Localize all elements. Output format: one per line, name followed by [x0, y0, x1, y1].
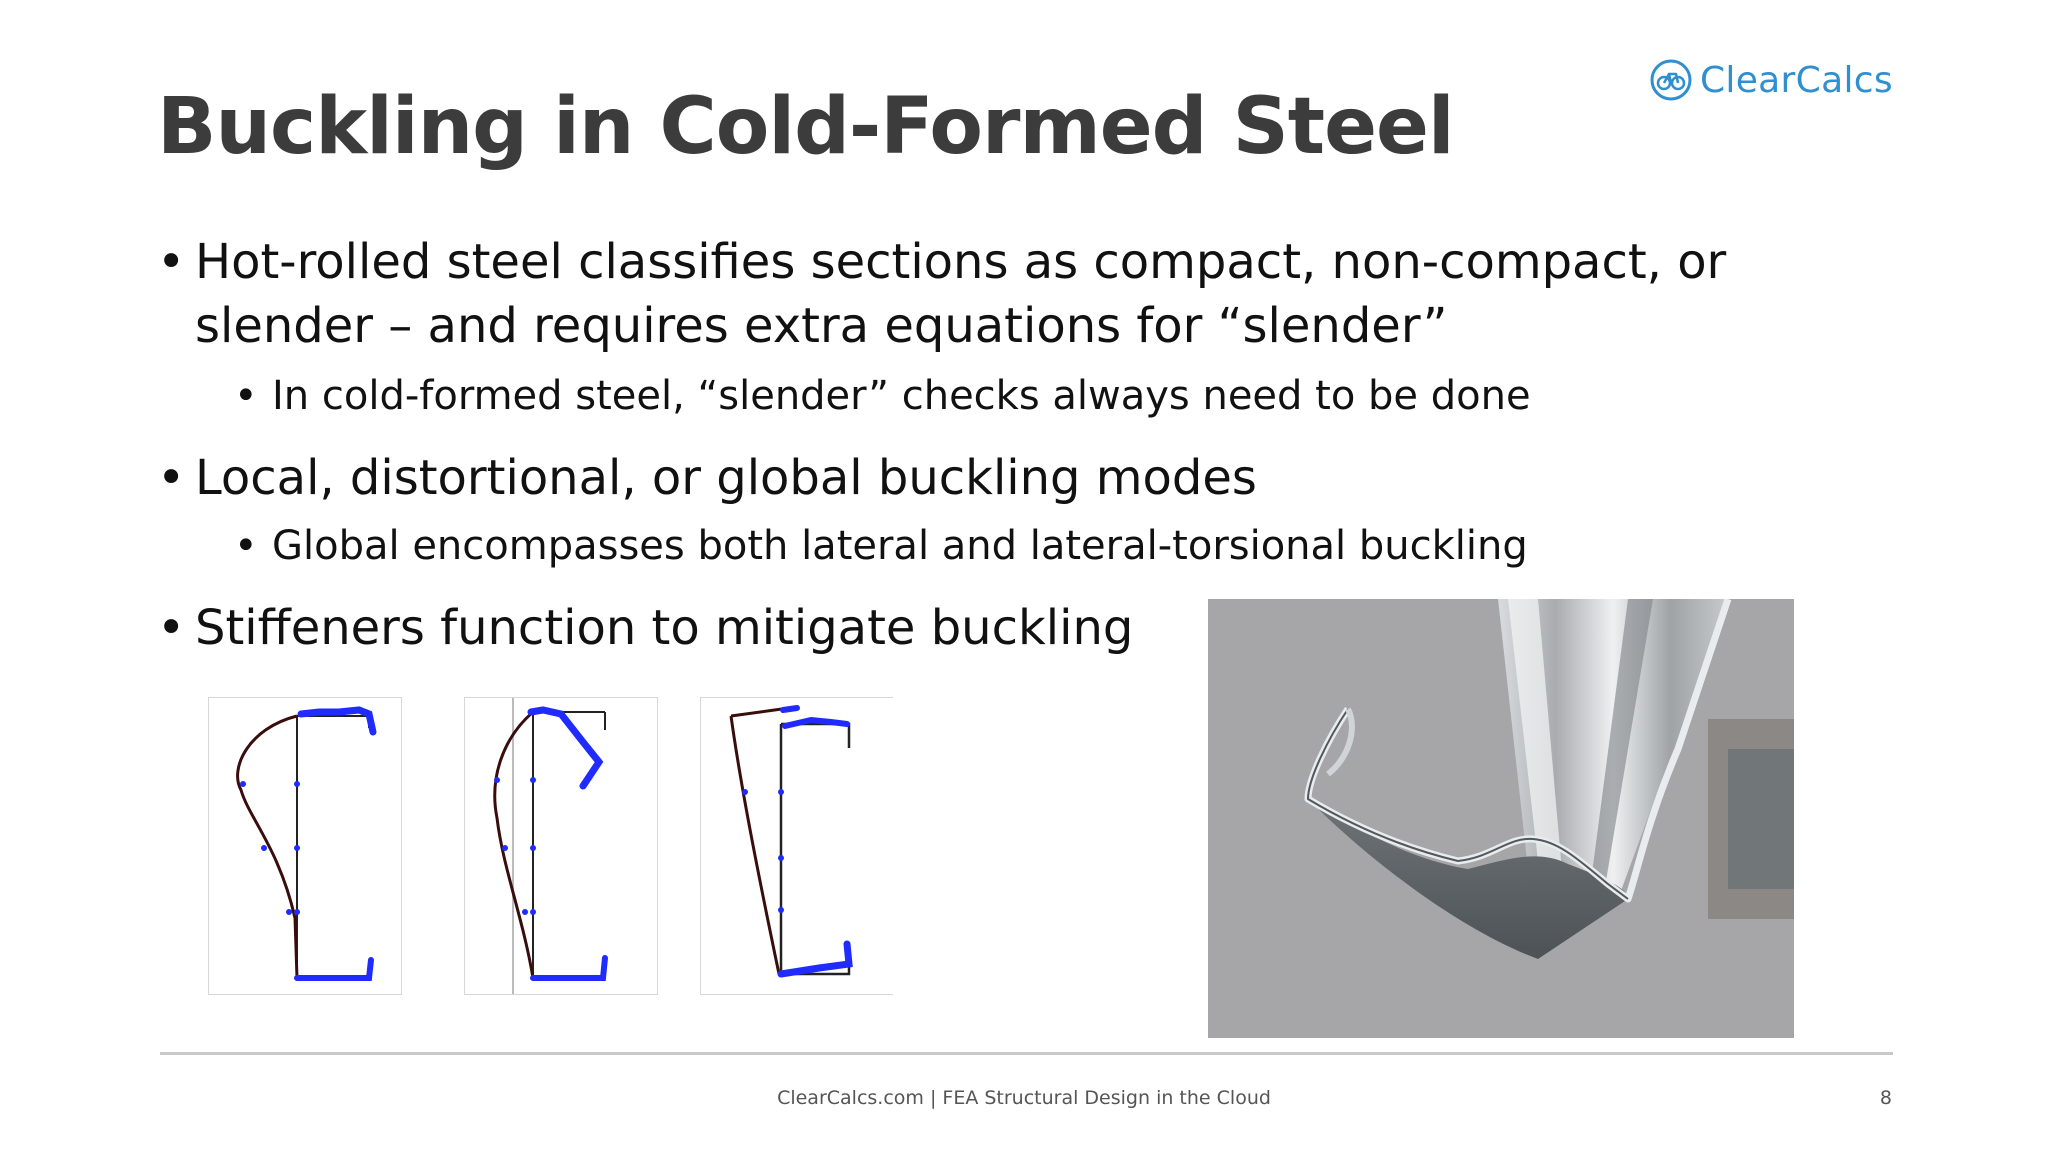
bullet-item: [157, 446, 1807, 510]
page-number: 8: [1879, 1087, 1892, 1109]
bullet-dot: •: [157, 600, 186, 656]
bullet-dot: •: [234, 523, 258, 569]
bullet-text: Hot-rolled steel classifies sections as compact, non-compact, or slender – and requires extra equations for “slender”: [195, 234, 1727, 354]
bullet-text: In cold-formed steel, “slender” checks always need to be done: [272, 373, 1531, 419]
bullet-dot: •: [157, 450, 186, 506]
footer-text: ClearCalcs.com | FEA Structural Design in the Cloud: [777, 1087, 1271, 1109]
local-buckling-diagram: [208, 697, 402, 995]
bullet-item: [157, 596, 1157, 660]
buckled-steel-photo: [1208, 599, 1794, 1038]
distortional-buckling-diagram: [464, 697, 658, 995]
logo-text: ClearCalcs: [1700, 59, 1893, 101]
sub-bullet-item: [234, 370, 1734, 422]
bullet-text: Local, distortional, or global buckling modes: [195, 450, 1257, 506]
bullet-dot: •: [157, 234, 186, 290]
bullet-text: Stiffeners function to mitigate buckling: [195, 600, 1134, 656]
clearcalcs-logo: [1650, 55, 1893, 105]
bullet-text: Global encompasses both lateral and lateral-torsional buckling: [272, 523, 1528, 569]
sub-bullet-item: [234, 520, 1734, 572]
bullet-item: [157, 230, 1807, 358]
bullet-dot: •: [234, 373, 258, 419]
bicycle-icon: [1650, 59, 1692, 101]
footer-divider: [160, 1052, 1893, 1055]
slide-title: Buckling in Cold-Formed Steel: [157, 82, 1454, 172]
global-buckling-diagram: [700, 697, 893, 995]
